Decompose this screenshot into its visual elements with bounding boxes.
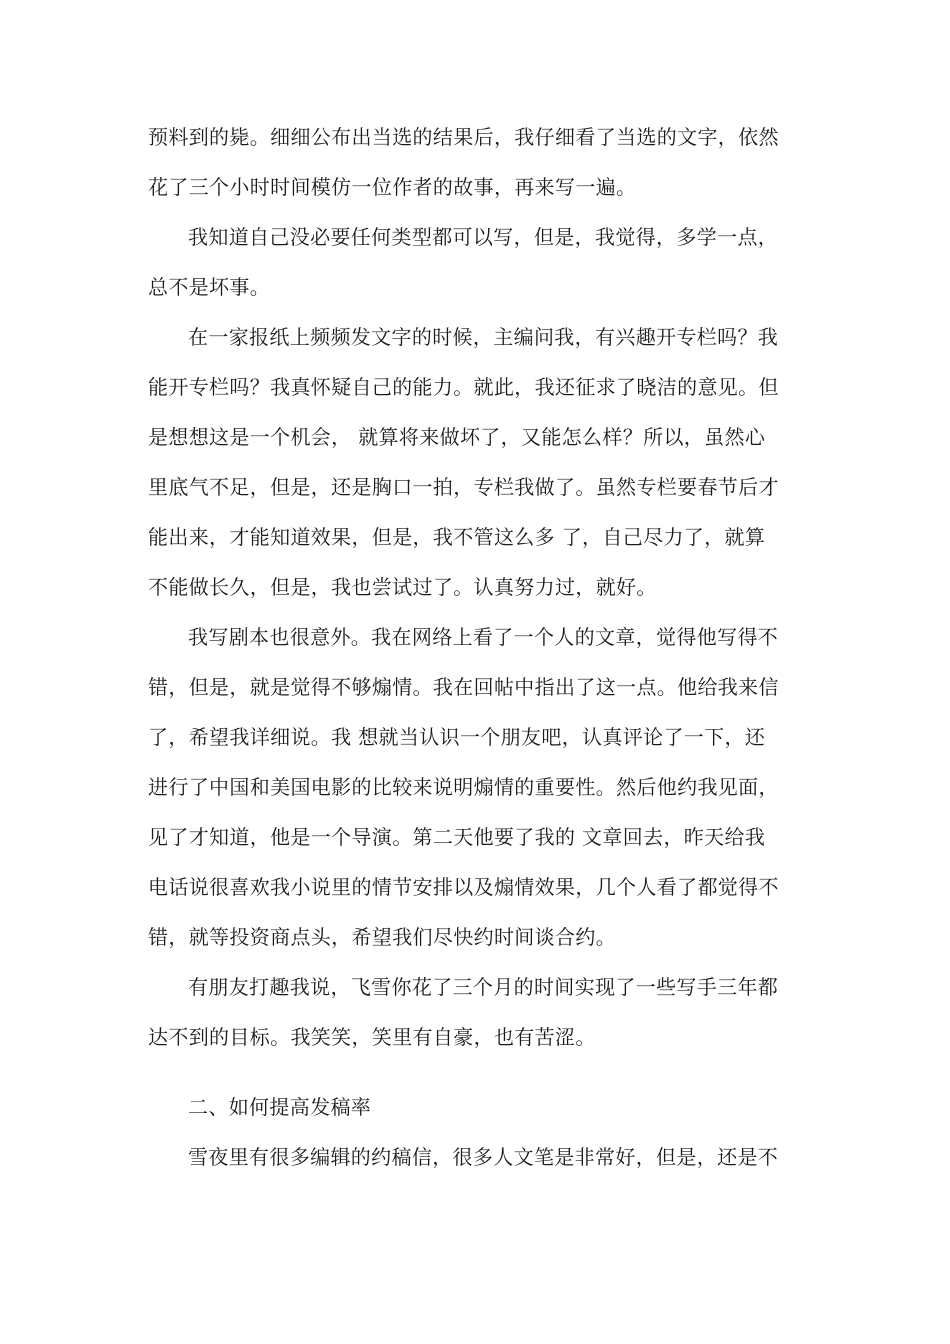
text-line: 见了才知道，他是一个导演。第二天他要了我的 文章回去，昨天给我 (148, 825, 766, 849)
text-line: 雪夜里有很多编辑的约稿信，很多人文笔是非常好，但是，还是不 (188, 1145, 779, 1169)
text-line: 总不是坏事。 (148, 275, 271, 299)
text-line: 预料到的毙。细细公布出当选的结果后，我仔细看了当选的文字，依然 (148, 125, 779, 149)
text-line: 是想想这是一个机会， 就算将来做坏了，又能怎么样？所以，虽然心 (148, 425, 766, 449)
text-line: 错，就等投资商点头，希望我们尽快约时间谈合约。 (148, 925, 617, 949)
text-line: 有朋友打趣我说，飞雪你花了三个月的时间实现了一些写手三年都 (188, 975, 779, 999)
text-line: 电话说很喜欢我小说里的情节安排以及煽情效果，几个人看了都觉得不 (148, 875, 779, 899)
text-line: 我知道自己没必要任何类型都可以写，但是，我觉得，多学一点， (188, 225, 779, 249)
section-heading: 二、如何提高发稿率 (188, 1095, 372, 1119)
text-line: 花了三个小时时间模仿一位作者的故事，再来写一遍。 (148, 175, 637, 199)
text-line: 达不到的目标。我笑笑，笑里有自豪，也有苦涩。 (148, 1025, 596, 1049)
text-line: 错，但是，就是觉得不够煽情。我在回帖中指出了这一点。他给我来信 (148, 675, 779, 699)
text-line: 能开专栏吗？我真怀疑自己的能力。就此，我还征求了晓洁的意见。但 (148, 375, 779, 399)
text-line: 在一家报纸上频频发文字的时候，主编问我，有兴趣开专栏吗？我 (188, 325, 779, 349)
text-line: 里底气不足，但是，还是胸口一拍，专栏我做了。虽然专栏要春节后才 (148, 475, 779, 499)
text-line: 能出来，才能知道效果，但是，我不管这么多 了，自己尽力了，就算 (148, 525, 766, 549)
text-line: 我写剧本也很意外。我在网络上看了一个人的文章，觉得他写得不 (188, 625, 779, 649)
text-line: 不能做长久，但是，我也尝试过了。认真努力过，就好。 (148, 575, 657, 599)
text-line: 了，希望我详细说。我 想就当认识一个朋友吧，认真评论了一下，还 (148, 725, 766, 749)
text-line: 进行了中国和美国电影的比较来说明煽情的重要性。然后他约我见面， (148, 775, 779, 799)
